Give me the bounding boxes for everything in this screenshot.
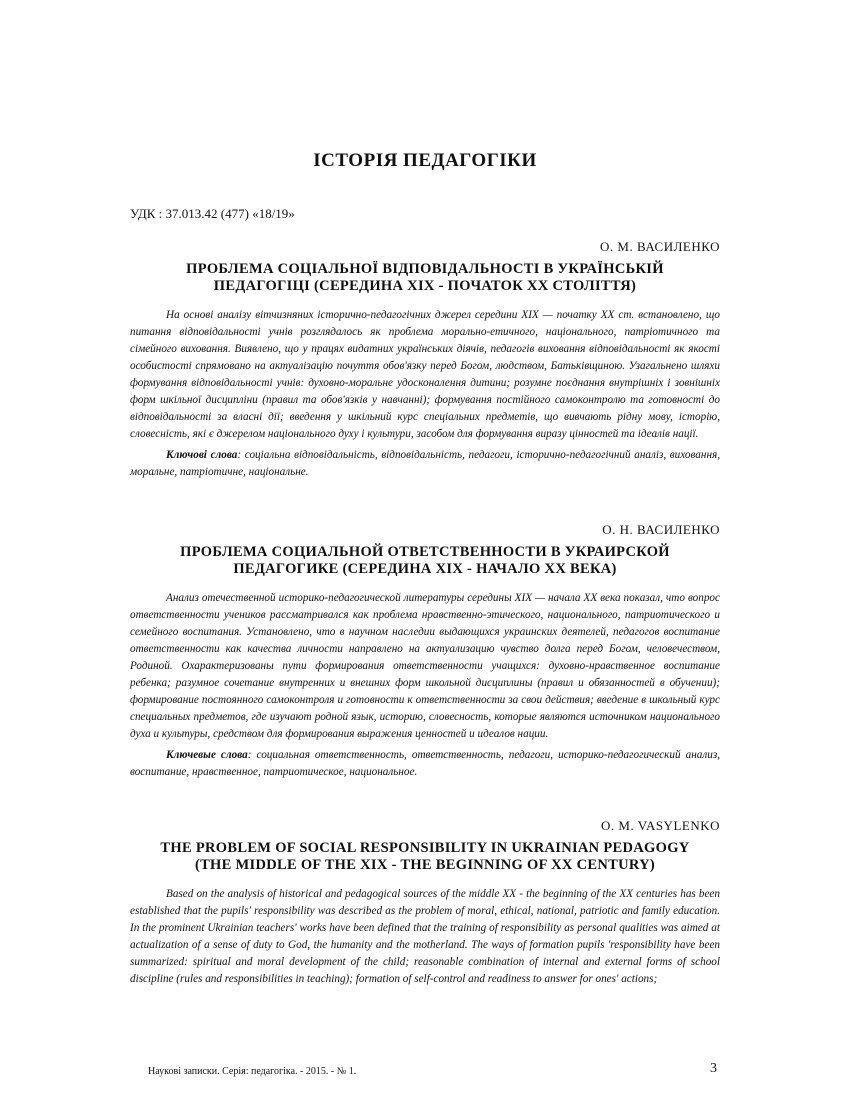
abstract-text: Based on the analysis of historical and pedagogical sources of the middle XX - the beginning of the XX centuries has been established that the pupils' responsibility was described as the problem of moral, ethical, national, patriotic and family education. In the prominent Ukrainian teachers' works have been defined that the training of responsibility as personal qualities was aimed at actualization of a sense of duty to God, the humanity and the motherland. The ways of formation pupils 'responsibility have been summarized: spiritual and moral development of the child; reasonable combination of internal and external forms of school discipline (rules and responsibilities in teaching); formation of self-control and readiness to answer for ones' actions; — [130, 888, 720, 985]
keywords — [130, 747, 720, 781]
article-title-line: THE PROBLEM OF SOCIAL RESPONSIBILITY IN UKRAINIAN PEDAGOGY — [160, 840, 690, 856]
article-title-line: ПРОБЛЕМА СОЦИАЛЬНОЙ ОТВЕТСТВЕННОСТИ В УКРАИРСКОЙ — [180, 544, 670, 560]
article-title-line: ПРОБЛЕМА СОЦІАЛЬНОЇ ВІДПОВІДАЛЬНОСТІ В УКРАЇНСЬКІЙ — [186, 261, 664, 277]
article-title — [130, 840, 720, 874]
article-title-line: (THE MIDDLE OF THE XIX - THE BEGINNING OF XX CENTURY) — [194, 857, 656, 873]
article-russian — [130, 522, 720, 781]
page-number: 3 — [710, 1061, 717, 1076]
keywords — [130, 447, 720, 481]
author-name: O. M. VASYLENKO — [601, 818, 720, 833]
article-title-line: ПЕДАГОГІЦІ (СЕРЕДИНА XIX - ПОЧАТОК XX СТОЛІТТЯ) — [213, 278, 637, 294]
author-name: О. Н. ВАСИЛЕНКО — [602, 522, 720, 537]
journal-footer: Наукові записки. Серія: педагогіка. - 2015. - № 1. — [148, 1066, 357, 1077]
keywords-label: Ключові слова — [166, 449, 238, 461]
article-english — [130, 818, 720, 988]
abstract-text: Анализ отечественной историко-педагогической литературы середины XIX — начала XX века показал, что вопрос ответственности учеников рассматривался как проблема нравственно-этического, национального, патриотического и семейного воспитания. Установлено, что в научном наследии выдающихся украинских деятелей, педагогов воспитание ответственности как качества личности направлено на актуализацию чувство долга перед Богом, человечеством, Родиной. Охарактеризованы пути формирования ответственности учащихся: духовно-нравственное воспитание ребенка; разумное сочетание внутренних и внешних форм школьной дисциплины (правил и обязанностей в обучении); формирование постоянного самоконтроля и готовности к ответственности за свои действия; введение в школьный курс специальных предметов, где изучают родной язык, историю, словесность, которые являются источником национального духа и культуры, средством для формирования выражения ценностей и идеалов нации. — [130, 592, 720, 740]
article-title-line: ПЕДАГОГИКЕ (СЕРЕДИНА XIX - НАЧАЛО XX ВЕКА) — [233, 561, 617, 577]
author-name: О. М. ВАСИЛЕНКО — [600, 239, 720, 254]
udk-code: УДК : 37.013.42 (477) «18/19» — [130, 206, 295, 221]
keywords-label: Ключевые слова — [166, 749, 248, 761]
keywords-text: : социальная ответственность, ответственность, педагоги, историко-педагогический анализ, воспитание, нравственное, патриотическое, национальное. — [130, 749, 720, 778]
keywords-text: : соціальна відповідальність, відповідальність, педагоги, історично-педагогічний аналіз, виховання, моральне, патріотичне, національне. — [130, 449, 720, 478]
article-title — [130, 261, 720, 295]
section-title: ІСТОРІЯ ПЕДАГОГІКИ — [313, 150, 537, 171]
article-title — [130, 544, 720, 578]
article-ukrainian — [130, 239, 720, 481]
abstract-text: На основі аналізу вітчизняних історично-педагогічних джерел середини XIX — початку XX ст. встановлено, що питання відповідальності учнів розглядалось як проблема морально-етичного, національного, патріотичного та сімейного виховання. Виявлено, що у працях видатних українських діячів, педагогів виховання відповідальності як якості особистості спрямовано на актуалізацію почуття обов'язку перед Богом, людством, Батьківщиною. Узагальнено шляхи формування відповідальності учнів: духовно-моральне удосконалення дитини; розумне поєднання внутрішніх і зовнішніх форм шкільної дисципліни (правил та обов'язків у навчанні); формування постійного самоконтролю та готовності до відповідальності за власні дії; введення у шкільний курс спеціальних предметів, що вивчають рідну мову, історію, словесність, які є джерелом національного духу і культури, засобом для формування виразу цінностей та ідеалів нації. — [130, 309, 720, 440]
